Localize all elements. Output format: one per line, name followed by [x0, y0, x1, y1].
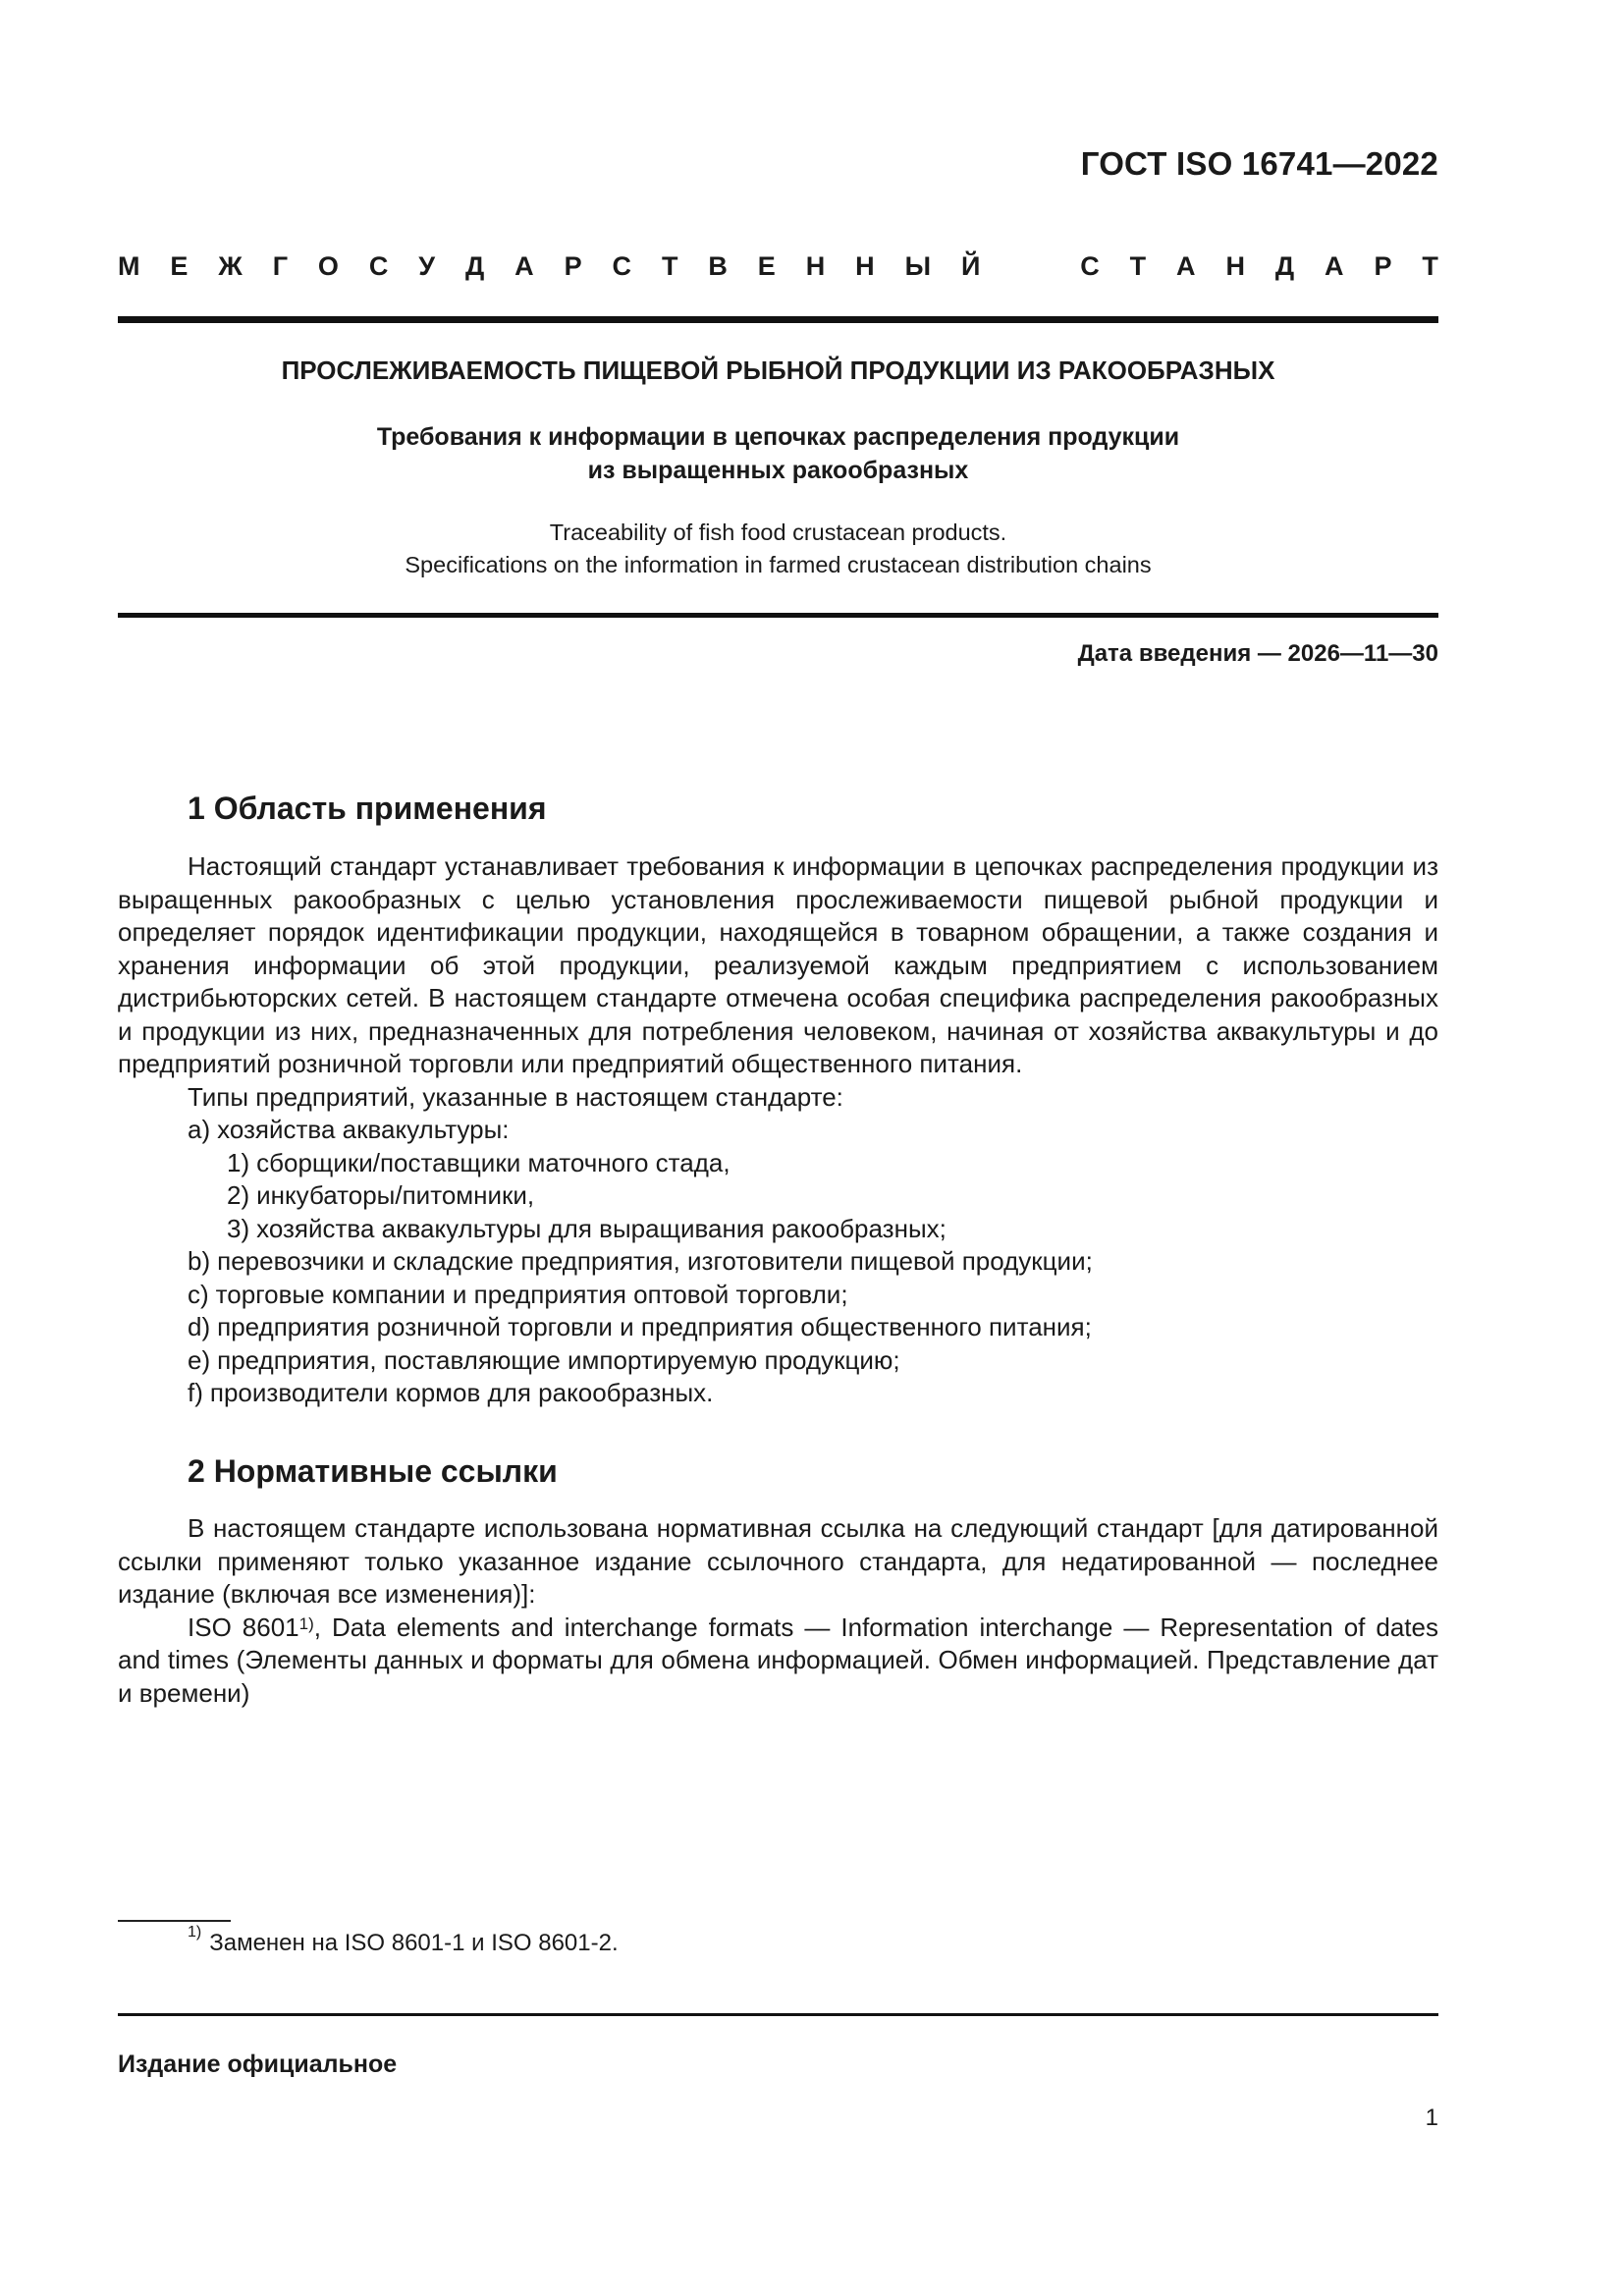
list-item [118, 1279, 1438, 1312]
footnote-marker: 1) [188, 1924, 202, 1941]
list-item-text: хозяйства аквакультуры: [217, 1115, 510, 1144]
reference-entry [118, 1612, 1438, 1711]
list-marker: 1) [227, 1147, 250, 1177]
subtitle-line: из выращенных ракообразных [587, 457, 969, 484]
top-divider [118, 316, 1438, 323]
banner-letter: Й [960, 251, 981, 281]
page-number: 1 [1425, 2105, 1438, 2131]
list-item-text: предприятия, поставляющие импортируемую продукцию; [217, 1344, 900, 1375]
banner-letter: Ы [904, 251, 932, 281]
footnote [188, 1924, 619, 1957]
footnote-text: Заменен на ISO 8601-1 и ISO 8601-2. [209, 1930, 619, 1956]
list-marker: c) [188, 1279, 209, 1309]
banner-letter: Д [465, 251, 485, 281]
banner-letter: Р [564, 251, 582, 281]
banner-letter: А [1325, 251, 1344, 281]
list-item-text: перевозчики и складские предприятия, изготовители пищевой продукции; [217, 1246, 1093, 1276]
banner-word-gap [1010, 251, 1050, 282]
document-number: ГОСТ ISO 16741—2022 [1080, 145, 1438, 182]
banner-letter: У [418, 251, 436, 281]
banner-letter: Ж [218, 251, 243, 281]
banner-letter: Н [805, 251, 826, 281]
list-item-text: инкубаторы/питомники, [256, 1180, 535, 1210]
list-marker: b) [188, 1246, 211, 1276]
document-title: ПРОСЛЕЖИВАЕМОСТЬ ПИЩЕВОЙ РЫБНОЙ ПРОДУКЦИИ ИЗ РАКООБРАЗНЫХ [281, 355, 1275, 385]
paragraph: Типы предприятий, указанные в настоящем стандарте: [188, 1081, 843, 1112]
footnote-divider [118, 1920, 231, 1922]
english-title-line: Specifications on the information in farmed crustacean distribution chains [405, 552, 1152, 577]
paragraph: Настоящий стандарт устанавливает требования к информации в цепочках распределения продукции из выращенных ракообразных с целью установления прослеживаемости пищевой рыбной продукции и определяет порядок идентификации продукции, находящейся в товарном обращении, а также создания и хранения информации об этой продукции, реализуемой каждым предприятием с использованием дистрибьюторских сетей. В настоящем стандарте отмечена особая специфика распределения ракообразных и продукции из них, предназначенных для потребления человеком, начиная от хозяйства аквакультуры и до предприятий розничной торговли или предприятий общественного питания. [118, 851, 1438, 1078]
banner-letter: С [1080, 251, 1100, 281]
list-marker: e) [188, 1344, 211, 1375]
banner-letter: Е [170, 251, 189, 281]
list-item [118, 1245, 1438, 1279]
title-divider [118, 613, 1438, 618]
banner-letter: Г [272, 251, 288, 281]
list-item [118, 1344, 1438, 1378]
section-body [118, 1512, 1438, 1710]
banner-letter: Д [1274, 251, 1295, 281]
list-item [118, 1147, 1438, 1180]
list-item-text: предприятия розничной торговли и предприятия общественного питания; [217, 1312, 1092, 1341]
list-item-text: производители кормов для ракообразных. [209, 1378, 714, 1407]
banner-letter: Т [661, 251, 678, 281]
list-item-text: сборщики/поставщики маточного стада, [256, 1147, 730, 1177]
reference-text: , Data elements and interchange formats — Information interchange — Representation of dates and times (Элементы данных и форматы для обмена информацией. Обмен информацией. Представление дат и времени) [118, 1612, 1438, 1708]
list-marker: d) [188, 1312, 211, 1341]
banner-letter: О [317, 251, 339, 281]
banner-letter: Р [1374, 251, 1392, 281]
reference-code: ISO 8601 [188, 1612, 299, 1642]
footnote-reference[interactable]: 1) [298, 1613, 314, 1633]
section-heading: 1 Область применения [188, 791, 547, 826]
document-subtitle [118, 420, 1438, 487]
banner-letter: С [368, 251, 389, 281]
list-item-text: торговые компании и предприятия оптовой торговли; [215, 1279, 848, 1309]
list-marker: а) [188, 1115, 211, 1144]
list-item [118, 1311, 1438, 1344]
banner-letter: Т [1129, 251, 1147, 281]
banner-letter: С [612, 251, 632, 281]
list-item [118, 1213, 1438, 1246]
list-item [118, 1114, 1438, 1147]
banner-letter: А [1176, 251, 1196, 281]
section-heading: 2 Нормативные ссылки [188, 1453, 558, 1489]
section-body [118, 850, 1438, 1410]
banner-letter: Т [1422, 251, 1438, 281]
standard-type-banner [118, 251, 1438, 282]
banner-letter: В [708, 251, 728, 281]
list-marker: 2) [227, 1180, 250, 1210]
banner-letter: М [118, 251, 140, 281]
list-item [118, 1179, 1438, 1213]
subtitle-line: Требования к информации в цепочках распределения продукции [376, 423, 1180, 451]
english-title-line: Traceability of fish food crustacean products. [549, 519, 1007, 545]
english-title [118, 517, 1438, 581]
banner-letter: А [514, 251, 534, 281]
list-item [118, 1377, 1438, 1410]
paragraph: В настоящем стандарте использована нормативная ссылка на следующий стандарт [для датированной ссылки применяют только указанное издание ссылочного стандарта, для недатированной — последнее издание (включая все изменения)]: [118, 1513, 1438, 1609]
banner-letter: Н [1225, 251, 1245, 281]
introduction-date: Дата введения — 2026—11—30 [1077, 640, 1438, 667]
banner-letter: Е [757, 251, 776, 281]
list-marker: f) [188, 1378, 203, 1407]
banner-letter: Н [855, 251, 875, 281]
list-marker: 3) [227, 1213, 250, 1243]
list-item-text: хозяйства аквакультуры для выращивания ракообразных; [256, 1213, 947, 1243]
footer-divider [118, 2013, 1438, 2016]
edition-label: Издание официальное [118, 2050, 398, 2078]
